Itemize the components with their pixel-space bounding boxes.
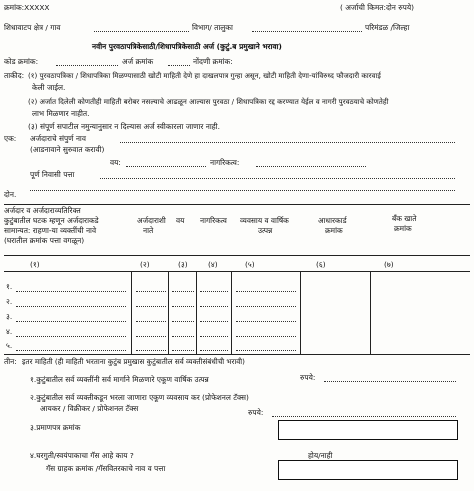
row-field[interactable]	[16, 336, 126, 337]
table-row[interactable]	[4, 342, 470, 352]
row-field[interactable]	[16, 350, 126, 351]
row-field[interactable]	[136, 321, 166, 322]
column-number-3: (३)	[178, 260, 188, 269]
row-field[interactable]	[236, 321, 296, 322]
relation-header-2: नाते	[143, 226, 154, 235]
warning-line-2: (२) अर्जात दिलेली कोणतीही माहिती बरोबर नसल्याचे आढळून आल्यास पुरवठा / शिधापत्रिका रद्द करण्यात येईल व नागरी पुरवठयाचे कोणतेही	[28, 97, 389, 106]
row-number: १.	[6, 282, 13, 291]
row-number: २.	[6, 297, 13, 306]
warning-line-3: (३) संपूर्ण सपाटील नमुन्यानुसार न दिल्यास अर्ज स्वीकारला जाणार नाही.	[28, 122, 220, 131]
row-field[interactable]	[136, 336, 166, 337]
row-number: ३.	[6, 312, 13, 321]
income-rupees-label: रुपये:	[300, 373, 316, 382]
row-field[interactable]	[236, 291, 296, 292]
row-field[interactable]	[200, 306, 228, 307]
professional-tax-question: २.कुटुंबातील सर्व व्यक्तीकडून भरला जाणारा एकूण व्यवसाय कर (प्रोफेशनल टॅक्स)	[30, 393, 249, 402]
row-field[interactable]	[172, 336, 194, 337]
column-number-4: (४)	[208, 260, 218, 269]
members-header-2: सामान्यत: राहणा-या व्यक्तींची नावे	[4, 226, 97, 235]
occupation-header-2: उत्पन्न	[258, 226, 273, 235]
table-row[interactable]	[4, 313, 470, 323]
table-bottom-border	[4, 354, 470, 355]
aadhaar-header-2: क्रमांक	[325, 226, 343, 235]
column-number-5: (५)	[245, 260, 255, 269]
application-number-label: अर्ज क्रमांक	[122, 57, 154, 66]
row-field[interactable]	[136, 306, 166, 307]
full-name-label: अर्जदाराचे संपुर्ण नाव	[30, 134, 86, 143]
full-name-field[interactable]	[120, 142, 455, 143]
bank-account-header: बँक खाते	[392, 214, 417, 223]
row-field[interactable]	[172, 291, 194, 292]
age-label: वय:	[110, 158, 121, 167]
code-number-label: कोड क्रमांक:	[4, 57, 39, 66]
address-field-1[interactable]	[100, 178, 455, 179]
row-field[interactable]	[16, 321, 126, 322]
table-row[interactable]	[4, 328, 470, 338]
name-order-note: (आडनावाने सुरुवात करावी)	[30, 145, 105, 154]
members-header-3: (घरातील क्रमांक पत्ता वगळून)	[4, 236, 85, 245]
family-section-title: अर्जदार व अर्जदाराव्यतिरिक्त	[4, 206, 81, 215]
section-one-label: एक:	[4, 134, 17, 143]
nationality-header: नागरिकत्व	[200, 216, 227, 225]
row-field[interactable]	[136, 291, 166, 292]
nationality-label: नागरिकत्व:	[210, 158, 240, 167]
warning-line-1b: केली जाईल.	[32, 83, 66, 92]
division-label: विभाग/ तालुका	[192, 23, 233, 32]
circle-label: परिमंडळ /जिल्हा	[365, 23, 410, 32]
table-row[interactable]	[4, 283, 470, 293]
tax-types-label: आयकर / विक्रीकर / प्रोफेशनल टॅक्स	[40, 404, 139, 413]
area-field[interactable]	[94, 31, 189, 32]
row-number: ५.	[6, 341, 13, 350]
code-number-field[interactable]	[56, 65, 118, 66]
row-field[interactable]	[236, 306, 296, 307]
certificate-number-box[interactable]	[278, 420, 458, 440]
relation-header: अर्जदाराशी	[137, 216, 166, 225]
yes-no-label: होय/नाही	[308, 451, 333, 460]
table-header-divider	[4, 255, 470, 256]
annual-income-field[interactable]	[324, 381, 456, 382]
application-number-field[interactable]	[168, 65, 190, 66]
column-number-1: (१)	[30, 260, 40, 269]
row-field[interactable]	[200, 291, 228, 292]
row-field[interactable]	[172, 350, 194, 351]
row-field[interactable]	[172, 321, 194, 322]
registration-number-label: नोंदणी क्रमांक:	[193, 57, 233, 66]
form-title: नवीन पुरवठापत्रिकेसाठी/शिधापत्रिकेसाठी अर्ज (कुटुं.ब प्रमुखाने भरावा)	[92, 42, 282, 51]
row-field[interactable]	[200, 350, 228, 351]
row-field[interactable]	[172, 306, 194, 307]
form-serial-number: क्रमांक:XXXXX	[4, 3, 50, 12]
annual-income-question: १.कुटुंबातील सर्व व्यक्तींनी सर्व मार्गाने मिळणारे एकूण वार्षिक उत्पन्न	[30, 375, 209, 384]
occupation-header: व्यवसाय व वार्षिक	[240, 216, 289, 225]
section-two-label: दोन.	[4, 190, 17, 199]
warning-line-2b: लाभ मिळणार नाहीत.	[32, 109, 90, 118]
row-number: ४.	[6, 327, 13, 336]
area-label: शिधावाटप क्षेत्र / गाव	[4, 23, 61, 32]
fee-note: ( अर्जाची किमत:दोन रुपये)	[340, 3, 415, 12]
section-three-label: तीन:	[4, 357, 17, 366]
column-number-6: (६)	[316, 260, 326, 269]
certificate-number-label: ३.प्रमाणपत्र क्रमांक	[30, 423, 81, 432]
gas-consumer-box[interactable]	[278, 460, 458, 480]
other-info-title: इतर माहिती (ही माहिती भरताना कुटुंब प्रमुखास कुटुंबातील सर्व व्यक्तीसंबंधीची भरावी)	[22, 357, 245, 366]
row-field[interactable]	[200, 321, 228, 322]
members-header-1: कुटुंबातील घटक म्हणून अर्जदाराकडे	[4, 216, 99, 225]
age-field[interactable]	[126, 166, 206, 167]
aadhaar-header: आधारकार्ड	[318, 216, 347, 225]
bank-account-header-2: क्रमांक	[394, 224, 412, 233]
table-number-divider	[4, 271, 470, 272]
table-row[interactable]	[4, 298, 470, 308]
gas-consumer-label: गॅस ग्राहक क्रमांक /गॅसवितरकाचे नाव व पत्ता	[46, 464, 166, 473]
row-field[interactable]	[236, 336, 296, 337]
gas-question: ४.घरगुती/स्वयंपाकाचा गॅस आहे काय ?	[30, 451, 134, 460]
professional-tax-field[interactable]	[272, 416, 456, 417]
row-field[interactable]	[136, 350, 166, 351]
row-field[interactable]	[236, 350, 296, 351]
row-field[interactable]	[16, 306, 126, 307]
division-field[interactable]	[252, 31, 362, 32]
column-number-7: (७)	[384, 260, 394, 269]
address-label: पूर्ण निवासी पत्ता	[30, 170, 75, 179]
tax-rupees-label: रुपये:	[248, 408, 264, 417]
warning-line-1: (१) पुरवठापत्रिका / शिधापत्रिका मिळण्यासाठी खोटी माहिती देणे हा दाखलपात्र गुन्हा असून, खोटी माहिती देणा-यांविरुध्द फौजदारी कारवाई	[28, 71, 381, 80]
table-top-border	[4, 204, 470, 205]
row-field[interactable]	[16, 291, 126, 292]
warning-prefix: ताकीद:	[4, 71, 25, 80]
column-number-2: (२)	[140, 260, 150, 269]
address-field-2[interactable]	[30, 190, 455, 191]
age-header: वय	[176, 216, 185, 225]
nationality-field[interactable]	[256, 166, 366, 167]
row-field[interactable]	[200, 336, 228, 337]
